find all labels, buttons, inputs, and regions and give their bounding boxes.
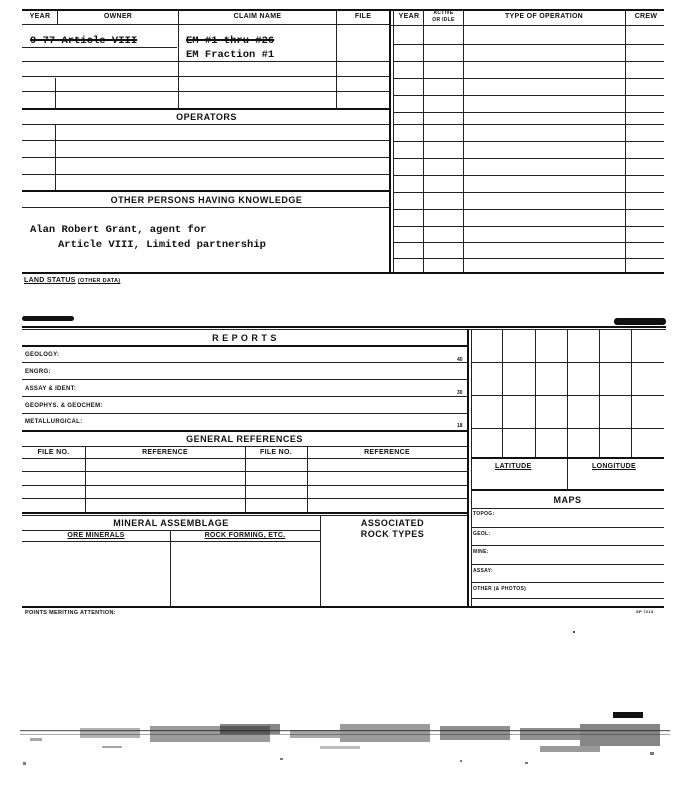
maps-mine: MINE: [473, 549, 489, 555]
header-op-year: YEAR [398, 13, 420, 20]
report-geophys: GEOPHYS. & GEOCHEM: [25, 403, 103, 409]
grid-number-30: 30 [457, 390, 463, 396]
ore-minerals-header: ORE MINERALS [67, 532, 125, 539]
general-references-title: GENERAL REFERENCES [186, 434, 303, 444]
report-engrg: ENGRG: [25, 369, 51, 375]
claim-name-line1: EM #1 thru #26 [186, 35, 275, 47]
rock-forming-header: ROCK FORMING, ETC. [204, 532, 286, 539]
maps-topog: TOPOG: [473, 511, 495, 517]
grid-number-40: 40 [457, 357, 463, 363]
report-metallurgical: METALLURGICAL: [25, 419, 83, 425]
claim-name-line2: EM Fraction #1 [186, 49, 275, 61]
speck [573, 631, 575, 633]
reports-title: R E P O R T S [212, 333, 277, 343]
scan-mark-left [22, 316, 74, 321]
header-owner: OWNER [103, 13, 133, 20]
associated-line2: ROCK TYPES [360, 529, 425, 539]
ref-header-reference-1: REFERENCE [142, 449, 188, 456]
ref-header-reference-2: REFERENCE [364, 449, 410, 456]
latitude-label: LATITUDE [495, 463, 532, 470]
land-status-sub: (OTHER DATA) [77, 278, 121, 284]
header-crew: CREW [634, 13, 658, 20]
header-claim-name: CLAIM NAME [233, 13, 282, 20]
ref-header-file-1: FILE NO. [37, 449, 70, 456]
claim-year-owner: 9-77 Article VIII [30, 35, 138, 47]
land-status-label: LAND STATUS [24, 277, 76, 284]
mineral-title: MINERAL ASSEMBLAGE [113, 518, 229, 528]
maps-other: OTHER (& PHOTOS) [473, 586, 527, 592]
persons-line1: Alan Robert Grant, agent for [30, 224, 207, 236]
grid-number-18: 18 [457, 423, 463, 429]
report-assay: ASSAY & IDENT: [25, 386, 77, 392]
persons-line2: Article VIII, Limited partnership [58, 239, 266, 251]
header-year: YEAR [29, 13, 51, 20]
operators-title: OPERATORS [176, 112, 237, 122]
associated-line1: ASSOCIATED [360, 518, 425, 528]
header-file: FILE [354, 13, 372, 20]
points-meriting-attention: POINTS MERITING ATTENTION: [25, 610, 116, 616]
persons-title: OTHER PERSONS HAVING KNOWLEDGE [110, 195, 303, 205]
form-code: SP 7213 [636, 609, 654, 614]
header-active-line2: OR IDLE [432, 17, 455, 23]
header-active-line1: ACTIVE [433, 10, 454, 16]
report-geology: GEOLOGY: [25, 352, 60, 358]
scan-noise-band [20, 712, 670, 772]
maps-assay: ASSAY: [473, 568, 493, 574]
longitude-label: LONGITUDE [592, 463, 636, 470]
scan-mark-right [614, 318, 666, 325]
ref-header-file-2: FILE NO. [260, 449, 292, 456]
header-operation-type: TYPE OF OPERATION [504, 13, 584, 20]
maps-geol: GEOL: [473, 531, 491, 537]
maps-title: MAPS [553, 495, 582, 505]
